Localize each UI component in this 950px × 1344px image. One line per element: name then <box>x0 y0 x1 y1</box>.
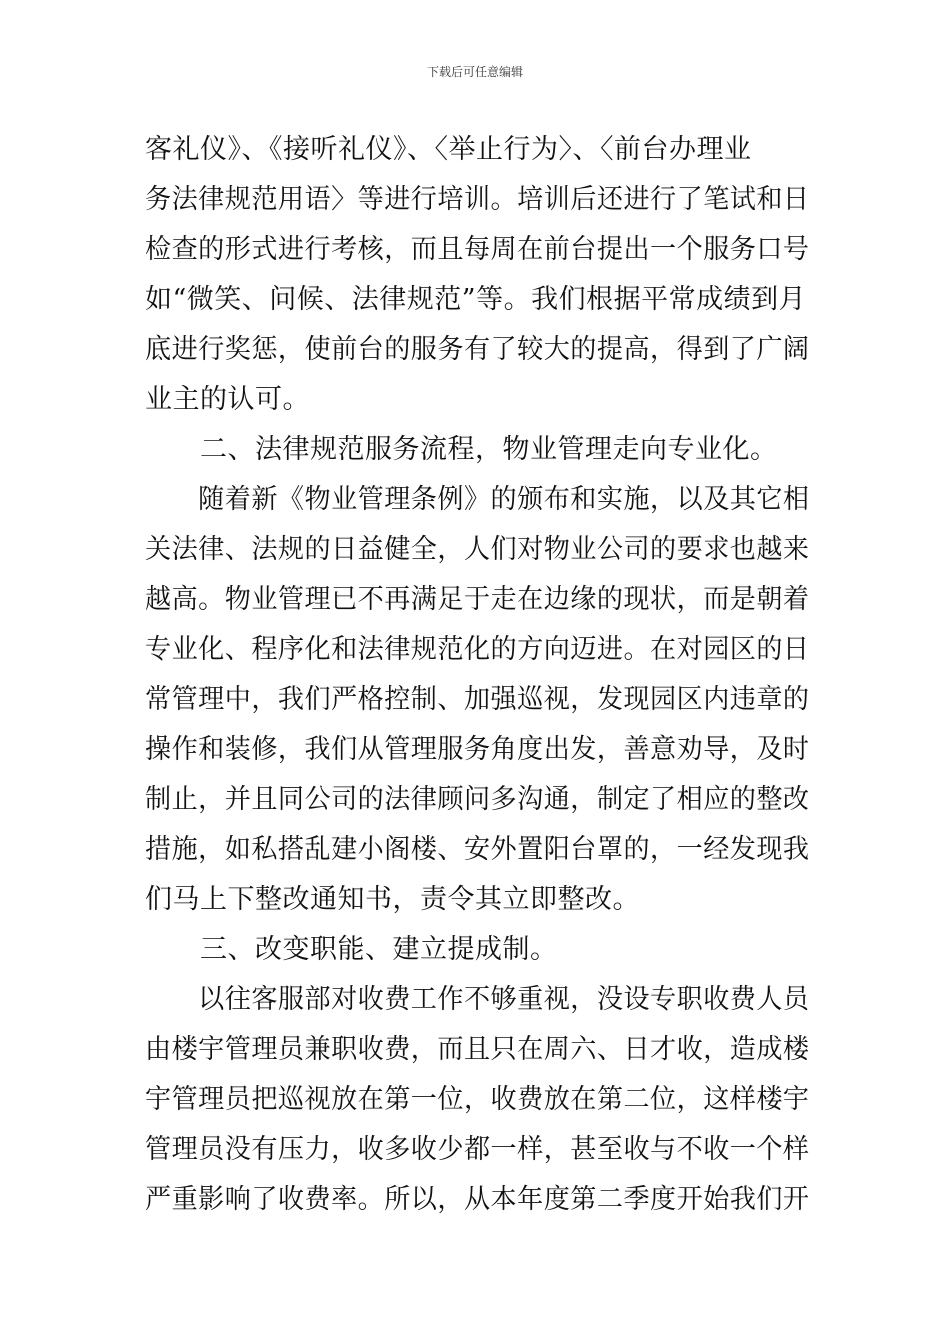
text-line: 管理员没有压力，收多收少都一样，甚至收与不收一个样 <box>145 1134 810 1165</box>
text-line: 关法律、法规的日益健全，人们对物业公司的要求也越来 <box>145 534 810 565</box>
text-line: 检查的形式进行考核，而且每周在前台提出一个服务口号 <box>145 234 810 265</box>
text-line: 如“微笑、问候、法律规范”等。我们根据平常成绩到月 <box>145 284 807 315</box>
section-heading: 三、改变职能、建立提成制。 <box>145 934 558 965</box>
section-heading: 二、法律规范服务流程，物业管理走向专业化。 <box>145 434 778 465</box>
text-line: 业主的认可。 <box>145 384 310 415</box>
text-line: 以往客服部对收费工作不够重视，没设专职收费人员 <box>145 984 810 1015</box>
text-line: 常管理中，我们严格控制、加强巡视，发现园区内违章的 <box>145 684 810 715</box>
text-line: 严重影响了收费率。所以，从本年度第二季度开始我们开 <box>145 1184 810 1215</box>
text-line: 由楼宇管理员兼职收费，而且只在周六、日才收，造成楼 <box>145 1034 810 1065</box>
text-line: 宇管理员把巡视放在第一位，收费放在第二位，这样楼宇 <box>145 1084 810 1115</box>
page-header: 下载后可任意编辑 <box>426 65 523 79</box>
text-line: 制止，并且同公司的法律顾问多沟通，制定了相应的整改 <box>145 784 810 815</box>
text-line: 们马上下整改通知书，责令其立即整改。 <box>145 884 640 915</box>
text-line: 随着新《物业管理条例》的颁布和实施，以及其它相 <box>145 484 810 515</box>
text-line: 专业化、程序化和法律规范化的方向迈进。在对园区的日 <box>145 634 810 665</box>
text-line: 底进行奖惩，使前台的服务有了较大的提高，得到了广阔 <box>145 334 810 365</box>
text-line: 客礼仪》、《接听礼仪》、〈举止行为〉、〈前台办理业 <box>145 134 752 165</box>
text-line: 务法律规范用语〉等进行培训。培训后还进行了笔试和日 <box>145 184 810 215</box>
text-line: 越高。物业管理已不再满足于走在边缘的现状，而是朝着 <box>145 584 810 615</box>
text-line: 措施，如私搭乱建小阁楼、安外置阳台罩的，一经发现我 <box>145 834 810 865</box>
text-line: 操作和装修，我们从管理服务角度出发，善意劝导，及时 <box>145 734 810 765</box>
